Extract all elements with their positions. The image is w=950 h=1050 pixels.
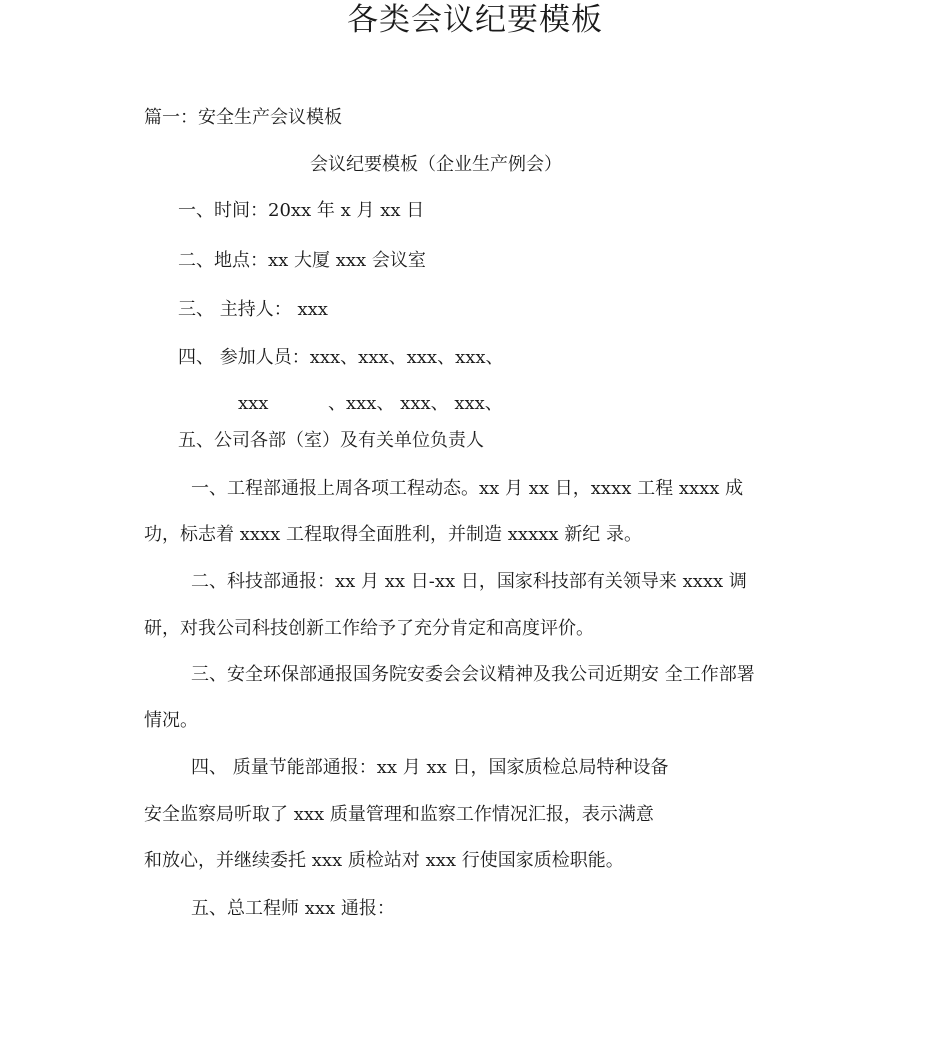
item4-line2: 安全监察局听取了 xxx 质量管理和监察工作情况汇报，表示满意: [144, 804, 654, 825]
section-heading: 篇一：安全生产会议模板: [144, 107, 342, 128]
item2-line1: 二、科技部通报：xx 月 xx 日-xx 日，国家科技部有关领导来 xxxx 调: [191, 571, 747, 592]
item4-line3: 和放心，并继续委托 xxx 质检站对 xxx 行使国家质检职能。: [144, 850, 624, 871]
item2-line2: 研，对我公司科技创新工作给予了充分肯定和高度评价。: [144, 618, 594, 639]
meeting-place: 二、地点：xx 大厦 xxx 会议室: [178, 250, 426, 271]
meeting-time: 一、时间：20xx 年 x 月 xx 日: [178, 200, 425, 221]
item1-line2: 功，标志着 xxxx 工程取得全面胜利，并制造 xxxxx 新纪 录。: [144, 524, 642, 545]
document-subtitle: 会议纪要模板（企业生产例会）: [310, 154, 562, 175]
meeting-attendees-line2a: xxx: [238, 393, 269, 414]
meeting-host: 三、 主持人： xxx: [178, 299, 328, 320]
item4-line1: 四、 质量节能部通报：xx 月 xx 日，国家质检总局特种设备: [191, 757, 669, 778]
meeting-responsible: 五、公司各部（室）及有关单位负责人: [178, 430, 484, 451]
meeting-attendees-line1: 四、 参加人员：xxx、xxx、xxx、xxx、: [178, 347, 504, 368]
document-title: 各类会议纪要模板: [347, 2, 603, 38]
item3-line1: 三、安全环保部通报国务院安委会会议精神及我公司近期安 全工作部署: [191, 664, 755, 685]
meeting-attendees-line2b: 、xxx、 xxx、 xxx、: [328, 393, 503, 414]
item3-line2: 情况。: [144, 710, 198, 731]
item5-line1: 五、总工程师 xxx 通报：: [191, 898, 395, 919]
item1-line1: 一、工程部通报上周各项工程动态。xx 月 xx 日，xxxx 工程 xxxx 成: [191, 478, 744, 499]
